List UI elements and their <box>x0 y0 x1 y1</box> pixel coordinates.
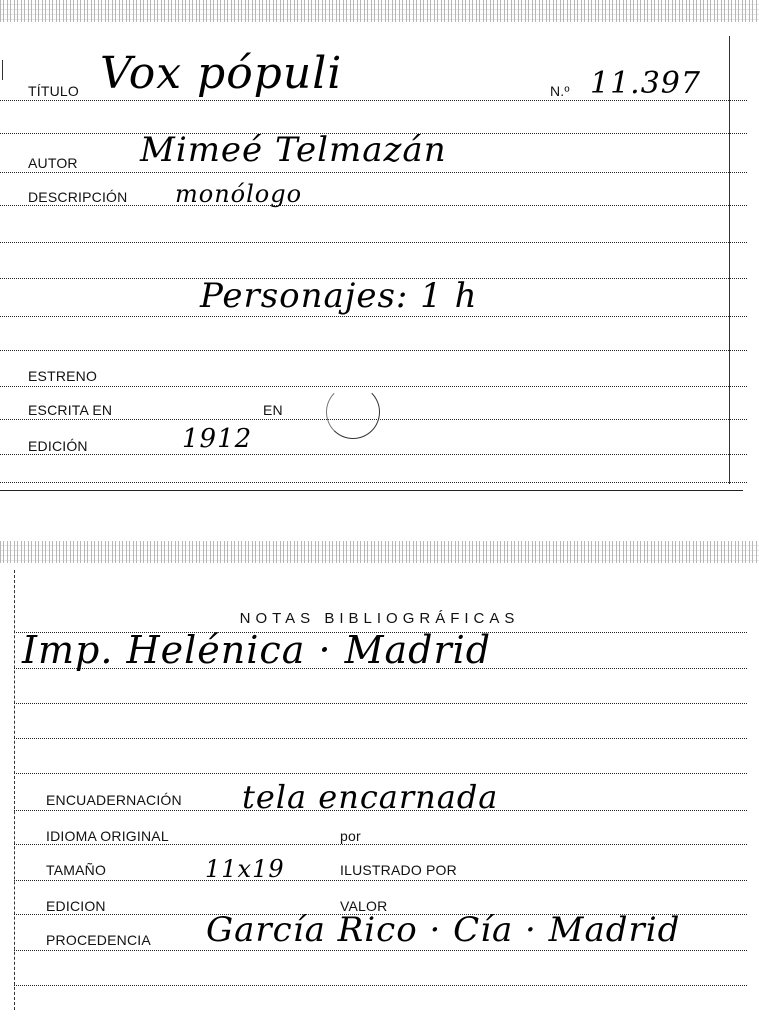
card1-left-mark <box>2 60 3 80</box>
rule <box>0 316 747 317</box>
descripcion-value: monólogo <box>175 180 303 208</box>
rule <box>14 773 747 774</box>
edicion-value: 1912 <box>182 424 253 454</box>
procedencia-value: García Rico · Cía · Madrid <box>206 910 681 950</box>
rule <box>0 242 747 243</box>
rule <box>0 482 747 483</box>
rule <box>14 844 747 845</box>
scan-noise-top <box>0 0 759 22</box>
rule <box>0 205 747 206</box>
idioma-label: IDIOMA ORIGINAL <box>46 828 169 844</box>
autor-value: Mimeé Telmazán <box>140 130 447 170</box>
autor-label: AUTOR <box>28 155 78 171</box>
stamp-circle <box>326 385 380 439</box>
rule <box>0 350 747 351</box>
titulo-label: TÍTULO <box>28 83 79 99</box>
rule <box>14 703 747 704</box>
escrita-label: ESCRITA EN <box>28 402 113 418</box>
procedencia-label: PROCEDENCIA <box>46 932 151 948</box>
scan-noise-middle <box>0 541 759 563</box>
por-label: por <box>340 828 361 844</box>
rule <box>14 880 747 881</box>
rule <box>0 386 747 387</box>
card1-right-border <box>729 36 730 484</box>
tamano-value: 11x19 <box>205 855 285 883</box>
card2-left-border <box>14 570 15 1010</box>
tamano-label: TAMAÑO <box>46 862 107 878</box>
ilustrado-label: ILUSTRADO POR <box>340 862 457 878</box>
rule <box>14 985 747 986</box>
rule <box>0 172 747 173</box>
notas-title: NOTAS BIBLIOGRÁFICAS <box>239 610 520 627</box>
encuadernacion-label: ENCUADERNACIÓN <box>46 792 182 808</box>
rule <box>14 950 747 951</box>
encuadernacion-value: tela encarnada <box>242 778 499 816</box>
edicion-label: EDICIÓN <box>28 438 88 454</box>
numero-value: 11.397 <box>590 66 701 101</box>
en-label: EN <box>263 402 283 418</box>
edicion2-label: EDICION <box>46 898 106 914</box>
personajes-value: Personajes: 1 h <box>200 276 478 316</box>
valor-label: VALOR <box>340 898 388 914</box>
rule <box>14 738 747 739</box>
notas-value: Imp. Helénica · Madrid <box>22 628 492 672</box>
titulo-value: Vox pópuli <box>100 48 343 99</box>
numero-label: N.º <box>550 83 570 99</box>
estreno-label: ESTRENO <box>28 368 98 384</box>
rule <box>0 454 747 455</box>
descripcion-label: DESCRIPCIÓN <box>28 189 128 205</box>
card-separator <box>0 490 743 491</box>
